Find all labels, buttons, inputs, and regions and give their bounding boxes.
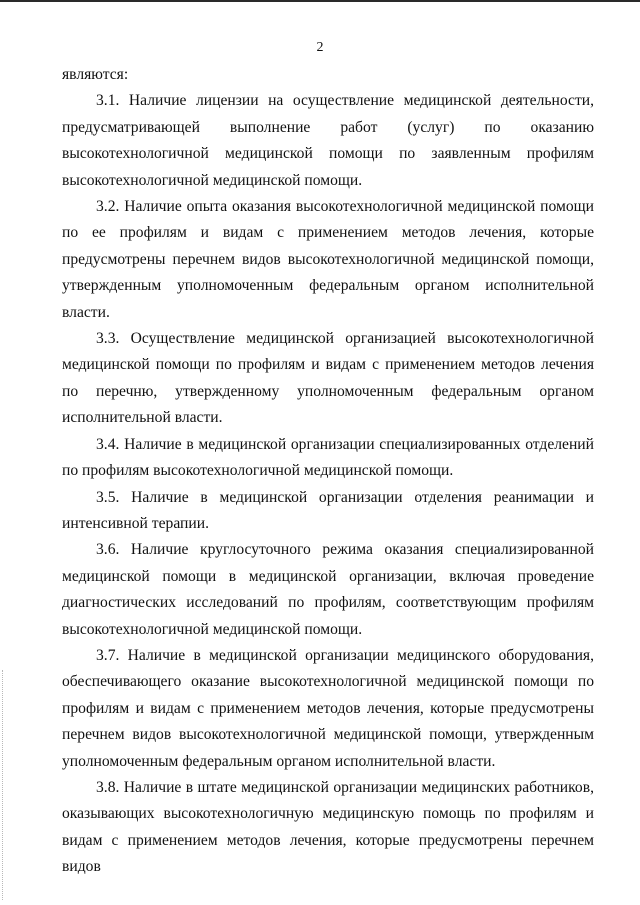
paragraph-3-6: 3.6. Наличие круглосуточного режима оказания специализированной медицинской помощи в медицинской организации, включая проведение диагностических исследований по профилям, соответствующим профилям высокотехнологичной медицинской помощи. <box>62 541 594 638</box>
continuation-line: являются: <box>62 66 129 83</box>
paragraph-3-8: 3.8. Наличие в штате медицинской организации медицинских работников, оказывающих высокотехнологичную медицинскую помощь по профилям и видам с применением методов лечения, которые предусмотрены перечнем видов <box>62 778 594 876</box>
paragraph-3-4: 3.4. Наличие в медицинской организации специализированных отделений по профилям высокотехнологичной медицинской помощи. <box>62 435 594 480</box>
top-border-line <box>0 0 640 2</box>
page-number: 2 <box>316 40 324 55</box>
document-body <box>62 62 594 881</box>
paragraph-3-5: 3.5. Наличие в медицинской организации отделения реанимации и интенсивной терапии. <box>62 488 594 532</box>
paragraph-3-7: 3.7. Наличие в медицинской организации медицинского оборудования, обеспечивающего оказание высокотехнологичной медицинской помощи по профилям и видам с применением методов лечения, которые предусмотрены перечнем видов высокотехнологичной медицинской помощи, утвержденным уполномоченным федеральным органом исполнительной власти. <box>62 646 594 770</box>
paragraph-3-1: 3.1. Наличие лицензии на осуществление медицинской деятельности, предусматривающей выполнение работ (услуг) по оказанию высокотехнологичной медицинской помощи по заявленным профилям высокотехнологичной медицинской помощи. <box>62 92 594 189</box>
paragraph-3-3: 3.3. Осуществление медицинской организацией высокотехнологичной медицинской помощи по профилям и видам с применением методов лечения по перечню, утвержденному уполномоченным федеральным органом исполнительной власти. <box>62 330 594 427</box>
paragraph-3-2: 3.2. Наличие опыта оказания высокотехнологичной медицинской помощи по ее профилям и видам с применением методов лечения, которые предусмотрены перечнем видов высокотехнологичной медицинской помощи, утвержденным уполномоченным федеральным органом исполнительной власти. <box>62 198 594 321</box>
scan-edge-mark <box>2 670 4 900</box>
